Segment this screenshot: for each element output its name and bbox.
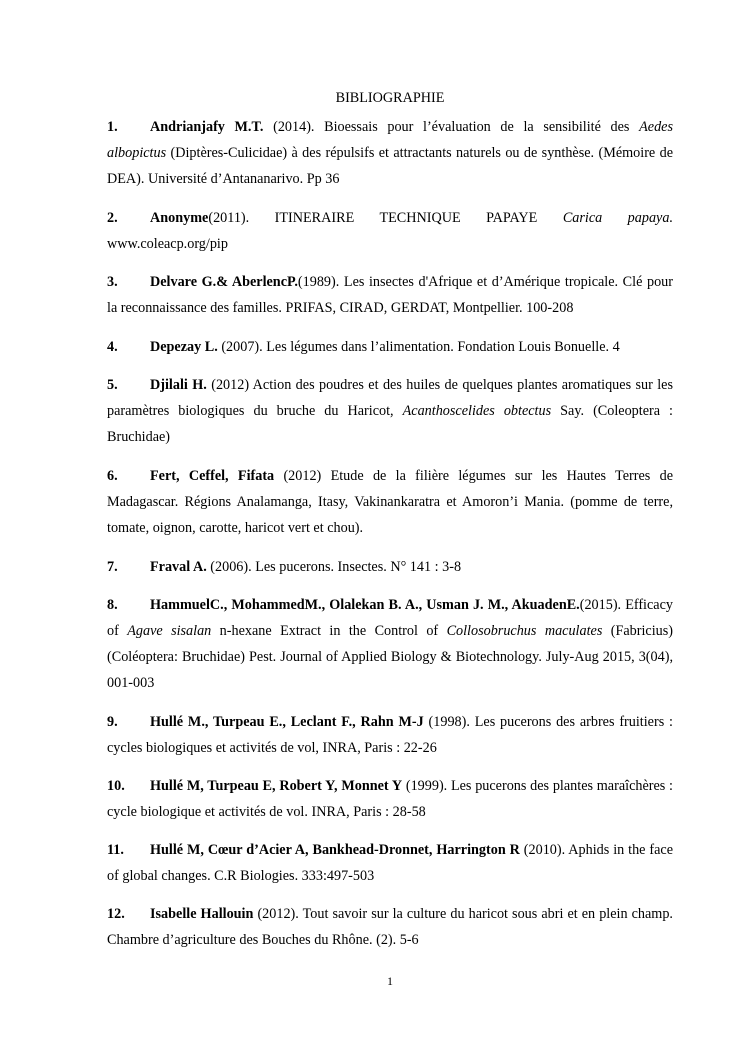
entry-text: (1998). Les pucerons des arbres fruitiers : cycles biologiques et activités de vol, INRA, Paris : 22-26 <box>107 714 673 756</box>
entry-number: 9. <box>107 714 118 730</box>
entry-author: Hullé M, Turpeau E, Robert Y, Monnet Y <box>150 778 403 794</box>
bibliography-page <box>107 88 673 953</box>
bibliography-entry <box>107 205 673 231</box>
entry-author: Depezay L. <box>150 339 218 355</box>
entry-number: 1. <box>107 119 118 135</box>
entry-species: Carica papaya. <box>562 210 673 226</box>
entry-number: 12. <box>107 906 125 922</box>
entry-number: 4. <box>107 339 118 355</box>
bibliography-entry-continued <box>107 231 673 257</box>
entry-species: Agave sisalan <box>127 623 212 639</box>
bibliography-entry <box>107 837 673 889</box>
entry-text: n-hexane Extract in the Control of <box>211 623 447 639</box>
entry-author: Fert, Ceffel, Fifata <box>150 468 275 484</box>
bibliography-entry <box>107 773 673 825</box>
bibliography-entry <box>107 334 673 360</box>
entry-text: (1999). Les pucerons des plantes maraîchères : cycle biologique et activités de vol. INRA, Paris : 28-58 <box>107 778 673 820</box>
entry-text: (1989). Les insectes d'Afrique et d’Amérique tropicale. Clé pour la reconnaissance des familles. PRIFAS, CIRAD, GERDAT, Montpellier. 100-208 <box>107 274 673 316</box>
entry-species: Collosobruchus maculates <box>446 623 603 639</box>
bibliography-entry <box>107 554 673 580</box>
entry-number: 3. <box>107 274 118 290</box>
bibliography-entry <box>107 901 673 953</box>
entry-number: 2. <box>107 210 118 226</box>
entry-author: Anonyme <box>150 210 209 226</box>
entry-author: Hullé M., Turpeau E., Leclant F., Rahn M-J <box>150 714 424 730</box>
entry-text: (2012) Action des poudres et des huiles de quelques plantes aromatiques sur les paramètres biologiques du bruche du Haricot, <box>107 377 673 419</box>
entry-author: HammuelC., MohammedM., Olalekan B. A., Usman J. M., AkuadenE. <box>150 597 580 613</box>
entry-text: (2006). Les pucerons. Insectes. N° 141 : 3-8 <box>206 559 462 575</box>
entry-text: (2007). Les légumes dans l’alimentation. Fondation Louis Bonuelle. 4 <box>217 339 620 355</box>
entry-text: Say. (Coleoptera : Bruchidae) <box>107 403 673 445</box>
entry-url: www.coleacp.org/pip <box>107 236 228 252</box>
entry-author: Delvare G.& AberlencP. <box>150 274 298 290</box>
page-title: BIBLIOGRAPHIE <box>335 90 445 106</box>
bibliography-entry <box>107 114 673 192</box>
entry-author: Fraval A. <box>150 559 207 575</box>
entry-text: (2012) Etude de la filière légumes sur les Hautes Terres de Madagascar. Régions Analamanga, Itasy, Vakinankaratra et Amoron’i Mania. (pomme de terre, tomate, oignon, carotte, haricot vert et chou). <box>107 468 673 536</box>
entry-number: 6. <box>107 468 118 484</box>
bibliography-entry <box>107 372 673 450</box>
entry-number: 5. <box>107 377 118 393</box>
bibliography-entry <box>107 269 673 321</box>
entry-text: (2011). ITINERAIRE TECHNIQUE PAPAYE <box>208 210 563 226</box>
bibliography-entry <box>107 709 673 761</box>
entry-species: Acanthoscelides obtectus <box>402 403 552 419</box>
page-number: 1 <box>387 974 393 988</box>
entry-text: (2012). Tout savoir sur la culture du haricot sous abri et en plein champ. Chambre d’agriculture des Bouches du Rhône. (2). 5-6 <box>107 906 673 948</box>
entry-number: 11. <box>107 842 124 858</box>
entry-number: 10. <box>107 778 125 794</box>
entry-author: Andrianjafy M.T. <box>150 119 264 135</box>
entry-text: (Fabricius) (Coléoptera: Bruchidae) Pest. Journal of Applied Biology & Biotechnology. July-Aug 2015, 3(04), 001-003 <box>107 623 674 691</box>
entry-number: 8. <box>107 597 118 613</box>
entry-author: Hullé M, Cœur d’Acier A, Bankhead-Dronnet, Harrington R <box>150 842 520 858</box>
entry-species: Aedes albopictus <box>107 119 673 161</box>
entry-author: Djilali H. <box>150 377 207 393</box>
entry-text: (2010). Aphids in the face of global changes. C.R Biologies. 333:497-503 <box>107 842 674 884</box>
entry-number: 7. <box>107 559 118 575</box>
entry-text: (2014). Bioessais pour l’évaluation de la sensibilité des <box>263 119 640 135</box>
bibliography-entry <box>107 592 673 696</box>
bibliography-entry <box>107 463 673 541</box>
entry-author: Isabelle Hallouin <box>150 906 254 922</box>
entry-text: (Diptères-Culicidae) à des répulsifs et attractants naturels ou de synthèse. (Mémoire de DEA). Université d’Antananarivo. Pp 36 <box>107 145 673 187</box>
entry-text: (2015). Efficacy of <box>107 597 673 639</box>
